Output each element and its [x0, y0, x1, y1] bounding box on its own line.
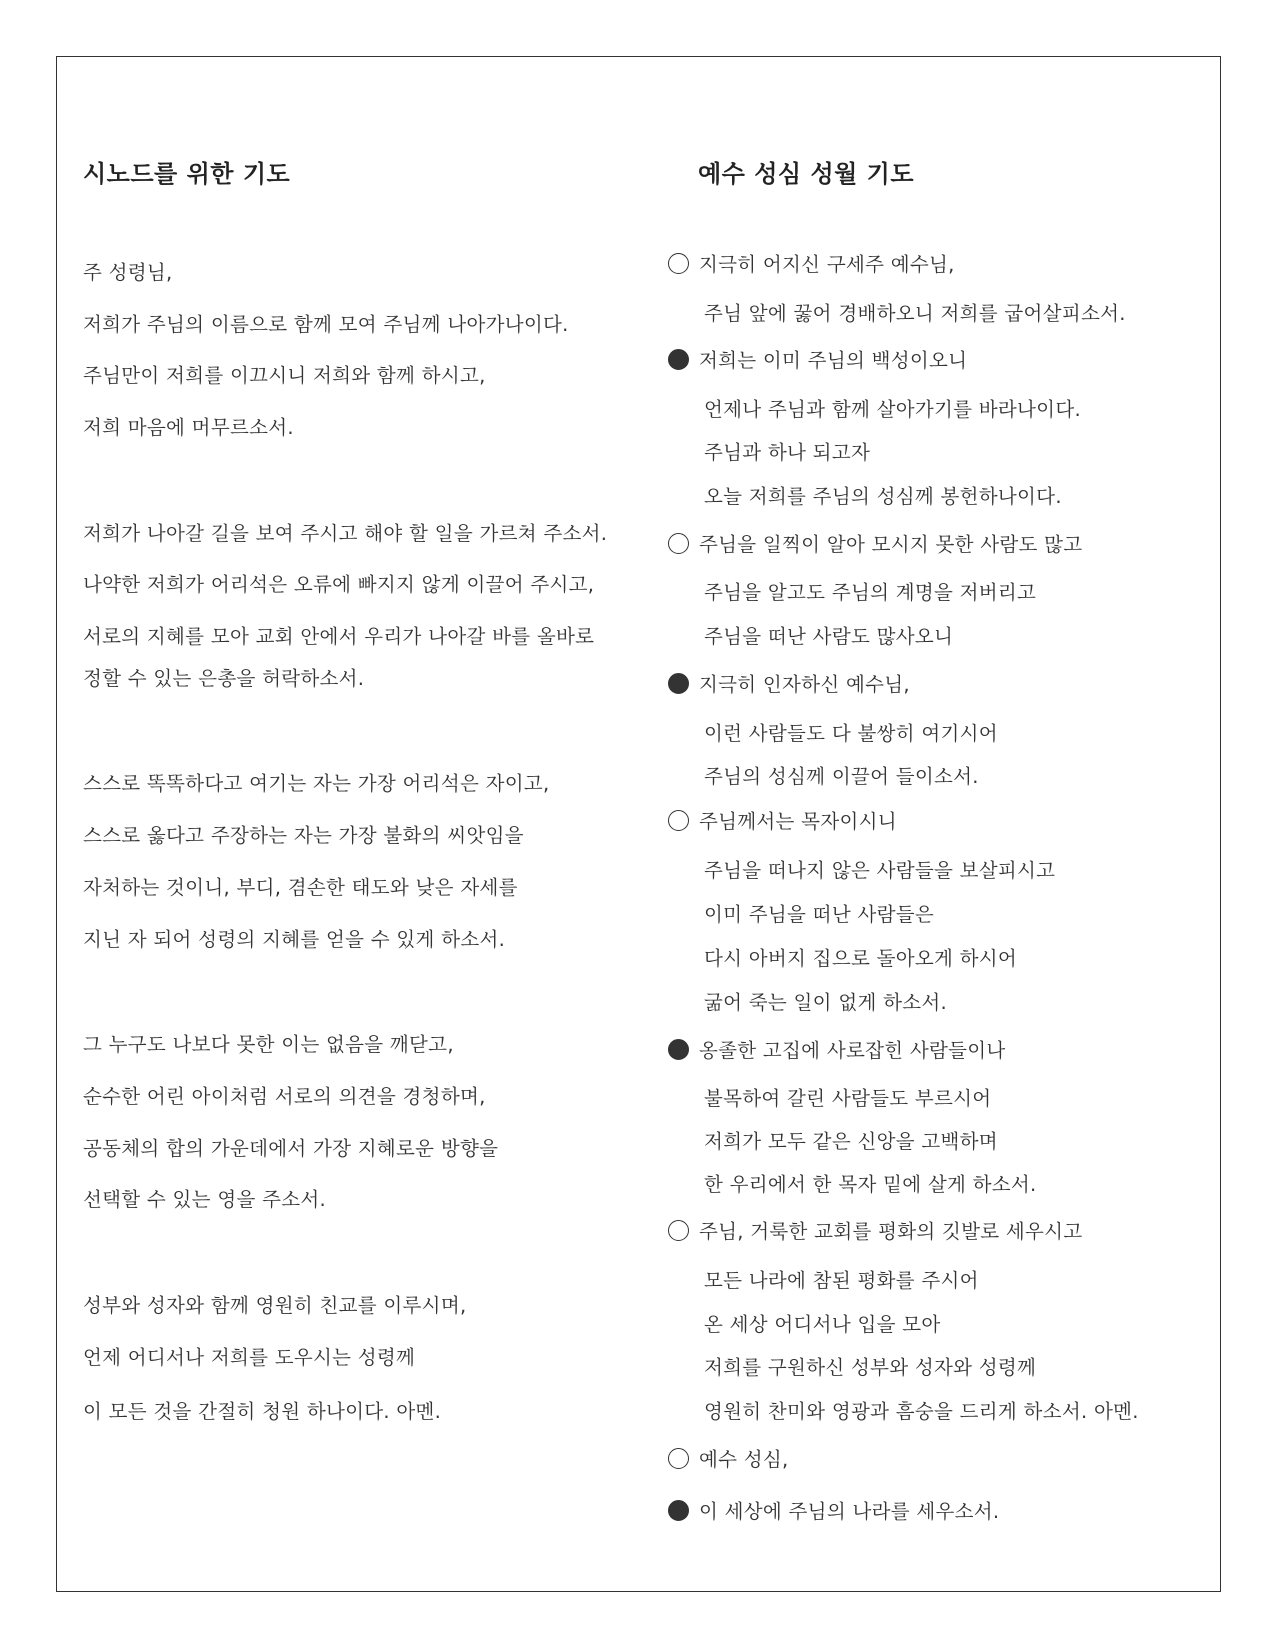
right-line: 오늘 저희를 주님의 성심께 봉헌하나이다. [704, 485, 1062, 508]
open-circle-icon [668, 533, 689, 554]
right-line: 저희가 모두 같은 신앙을 고백하며 [704, 1130, 998, 1153]
left-line: 언제 어디서나 저희를 도우시는 성령께 [83, 1346, 416, 1369]
left-line: 이 모든 것을 간절히 청원 하나이다. 아멘. [83, 1400, 442, 1423]
right-line: 주님을 일찍이 알아 모시지 못한 사람도 많고 [699, 533, 1083, 556]
left-line: 정할 수 있는 은총을 허락하소서. [83, 667, 365, 690]
right-line: 한 우리에서 한 목자 밑에 살게 하소서. [704, 1173, 1037, 1196]
right-line: 주님께서는 목자이시니 [699, 810, 897, 833]
right-line: 주님을 알고도 주님의 계명을 저버리고 [704, 581, 1037, 604]
left-line: 주님만이 저희를 이끄시니 저희와 함께 하시고, [83, 364, 486, 387]
left-line: 나약한 저희가 어리석은 오류에 빠지지 않게 이끌어 주시고, [83, 573, 595, 596]
right-line: 예수 성심, [699, 1448, 789, 1471]
open-circle-icon [668, 253, 689, 274]
left-line: 선택할 수 있는 영을 주소서. [83, 1188, 326, 1211]
filled-circle-icon [668, 1039, 689, 1060]
left-line: 저희가 나아갈 길을 보여 주시고 해야 할 일을 가르쳐 주소서. [83, 522, 608, 545]
right-line: 불목하여 갈린 사람들도 부르시어 [704, 1087, 992, 1110]
right-line: 언제나 주님과 함께 살아가기를 바라나이다. [704, 398, 1081, 421]
right-line: 주님의 성심께 이끌어 들이소서. [704, 765, 979, 788]
left-line: 순수한 어린 아이처럼 서로의 의견을 경청하며, [83, 1085, 486, 1108]
right-line: 저희는 이미 주님의 백성이오니 [699, 349, 968, 372]
right-line: 이미 주님을 떠난 사람들은 [704, 903, 935, 926]
left-line: 스스로 옳다고 주장하는 자는 가장 불화의 씨앗임을 [83, 824, 524, 847]
filled-circle-icon [668, 349, 689, 370]
right-line: 주님과 하나 되고자 [704, 441, 871, 464]
open-circle-icon [668, 1448, 689, 1469]
right-line: 주님을 떠나지 않은 사람들을 보살피시고 [704, 859, 1056, 882]
left-line: 성부와 성자와 함께 영원히 친교를 이루시며, [83, 1294, 467, 1317]
left-line: 주 성령님, [83, 261, 173, 284]
right-line: 이런 사람들도 다 불쌍히 여기시어 [704, 722, 998, 745]
filled-circle-icon [668, 1500, 689, 1521]
left-line: 그 누구도 나보다 못한 이는 없음을 깨닫고, [83, 1033, 454, 1056]
open-circle-icon [668, 1220, 689, 1241]
left-line: 지닌 자 되어 성령의 지혜를 얻을 수 있게 하소서. [83, 928, 506, 951]
left-line: 저희 마음에 머무르소서. [83, 416, 294, 439]
sacred-heart-prayer-title: 예수 성심 성월 기도 [698, 160, 915, 188]
right-line: 저희를 구원하신 성부와 성자와 성령께 [704, 1356, 1037, 1379]
right-line: 주님을 떠난 사람도 많사오니 [704, 625, 954, 648]
open-circle-icon [668, 810, 689, 831]
left-line: 스스로 똑똑하다고 여기는 자는 가장 어리석은 자이고, [83, 772, 550, 795]
right-line: 굶어 죽는 일이 없게 하소서. [704, 991, 947, 1014]
left-line: 자처하는 것이니, 부디, 겸손한 태도와 낮은 자세를 [83, 876, 518, 899]
right-line: 모든 나라에 참된 평화를 주시어 [704, 1269, 979, 1292]
right-line: 주님 앞에 꿇어 경배하오니 저희를 굽어살피소서. [704, 302, 1126, 325]
left-line: 공동체의 합의 가운데에서 가장 지혜로운 방향을 [83, 1137, 499, 1160]
right-line: 다시 아버지 집으로 돌아오게 하시어 [704, 947, 1018, 970]
synod-prayer-title: 시노드를 위한 기도 [83, 160, 291, 188]
right-line: 옹졸한 고집에 사로잡힌 사람들이나 [699, 1039, 1006, 1062]
right-line: 온 세상 어디서나 입을 모아 [704, 1313, 941, 1336]
left-line: 서로의 지혜를 모아 교회 안에서 우리가 나아갈 바를 올바로 [83, 625, 595, 648]
right-line: 지극히 어지신 구세주 예수님, [699, 253, 955, 276]
right-line: 영원히 찬미와 영광과 흠숭을 드리게 하소서. 아멘. [704, 1400, 1139, 1423]
right-line: 주님, 거룩한 교회를 평화의 깃발로 세우시고 [699, 1220, 1083, 1243]
right-line: 지극히 인자하신 예수님, [699, 673, 910, 696]
right-line: 이 세상에 주님의 나라를 세우소서. [699, 1500, 1000, 1523]
left-line: 저희가 주님의 이름으로 함께 모여 주님께 나아가나이다. [83, 313, 569, 336]
filled-circle-icon [668, 673, 689, 694]
